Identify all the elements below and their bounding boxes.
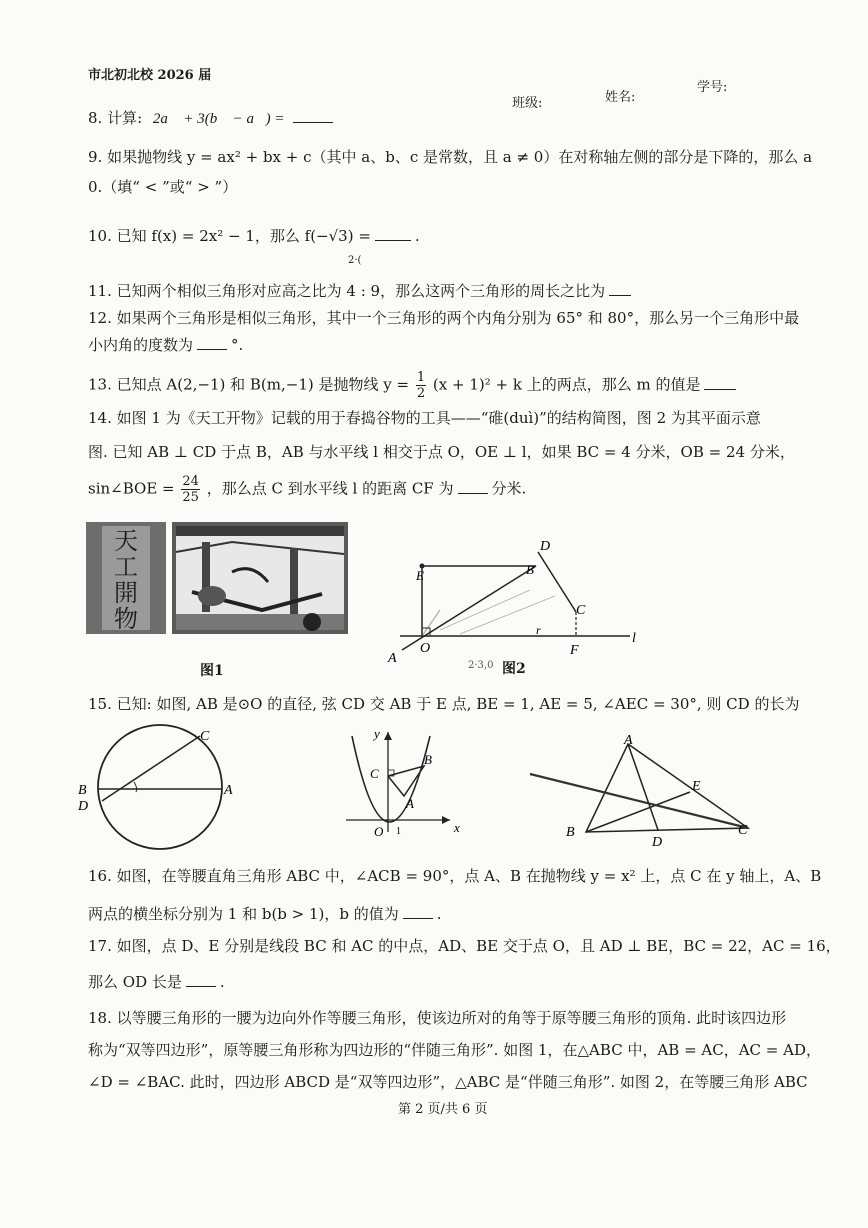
- question-14-line3: sin∠BOE = $\frac{24}{25}$ ，那么点 C 到水平线 l 的距离 CF 为 分米.: [88, 474, 527, 505]
- question-14-line2: 图. 已知 AB ⊥ CD 于点 B，AB 与水平线 l 相交于点 O，OE ⊥ l，如果 BC = 4 分米，OB = 24 分米，: [88, 443, 795, 461]
- triangle-label-E: E: [692, 779, 701, 794]
- fig2-label-E: E: [416, 568, 424, 583]
- circle-label-B: B: [78, 783, 87, 798]
- fig2-label-B: B: [526, 562, 534, 577]
- circle-figure: [76, 722, 246, 852]
- book-cover-image: [86, 522, 166, 634]
- fig2-label-l: l: [632, 631, 636, 646]
- parabola-label-O: O: [374, 824, 384, 838]
- parabola-label-C: C: [370, 766, 379, 781]
- question-13: 13. 已知点 A(2,−1) 和 B(m,−1) 是抛物线 y = $\frac{1}{2}$ (x + 1)² + k 上的两点，那么 m 的值是: [88, 370, 740, 401]
- fig2-label-F: F: [570, 643, 579, 658]
- circle-label-D: D: [78, 799, 89, 814]
- question-18-line2: 称为“双等四边形”，原等腰三角形称为四边形的“伴随三角形”. 如图 1，在△ABC 中，AB = AC，AC = AD，: [88, 1041, 821, 1059]
- book-title-text: 天工開物: [114, 527, 138, 633]
- question-12-line2: 小内角的度数为 °.: [88, 336, 244, 354]
- page-number: 第 2 页/共 6 页: [398, 1102, 488, 1117]
- student-id-label: 学号:: [697, 80, 728, 95]
- parabola-label-x: x: [454, 820, 460, 835]
- question-16-line2: 两点的横坐标分别为 1 和 b(b > 1)，b 的值为 .: [88, 905, 442, 923]
- name-label: 姓名:: [605, 90, 636, 105]
- question-16-line1: 16. 如图，在等腰直角三角形 ABC 中，∠ACB = 90°，点 A、B 在抛物线 y = x² 上，点 C 在 y 轴上，A、B: [88, 867, 822, 885]
- fig2-label-C: C: [576, 603, 586, 618]
- fig2-label-D: D: [540, 539, 551, 554]
- question-14-line1: 14. 如图 1 为《天工开物》记载的用于春捣谷物的工具——“碓(duì)”的结构简图，图 2 为其平面示意: [88, 409, 761, 427]
- question-17-line1: 17. 如图，点 D、E 分别是线段 BC 和 AC 的中点，AD、BE 交于点 O，且 AD ⊥ BE，BC = 22，AC = 16，: [88, 937, 841, 955]
- question-8: 8. 计算: 2a⃗ + 3(b⃗ − a⃗) =: [88, 108, 337, 129]
- parabola-label-one: 1: [396, 826, 401, 837]
- parabola-figure: [338, 728, 468, 838]
- triangle-label-A: A: [624, 733, 633, 748]
- school-header: 市北初北校 2026 届: [88, 68, 212, 83]
- triangle-label-B: B: [566, 825, 575, 840]
- parabola-label-A: A: [406, 796, 414, 811]
- class-label: 班级:: [512, 96, 543, 111]
- fig2-label-O: O: [420, 641, 431, 656]
- figure-1-caption: 图1: [200, 663, 224, 679]
- question-12-line1: 12. 如果两个三角形是相似三角形，其中一个三角形的两个内角分别为 65° 和 80°，那么另一个三角形中最: [88, 309, 800, 327]
- question-15: 15. 已知: 如图, AB 是⊙O 的直径, 弦 CD 交 AB 于 E 点, BE = 1, AE = 5, ∠AEC = 30°, 则 CD 的长为: [88, 695, 800, 713]
- circle-label-C: C: [200, 729, 210, 744]
- triangle-label-C: C: [738, 823, 748, 838]
- question-9-line1: 9. 如果抛物线 y = ax² + bx + c（其中 a、b、c 是常数，且 a ≠ 0）在对称轴左侧的部分是下降的，那么 a: [88, 148, 813, 166]
- circle-label-A: A: [224, 783, 233, 798]
- figure-2-caption: 图2: [502, 661, 526, 677]
- question-11: 11. 已知两个相似三角形对应高之比为 4 : 9，那么这两个三角形的周长之比为: [88, 281, 635, 301]
- parabola-label-B: B: [424, 752, 432, 767]
- triangle-label-D: D: [652, 835, 663, 850]
- question-9-line2: 0.（填“ < ”或“ > ”）: [88, 178, 238, 196]
- fig2-label-r: r: [536, 623, 541, 637]
- figure-2-note: 2·3,0: [468, 660, 494, 671]
- question-18-line1: 18. 以等腰三角形的一腰为边向外作等腰三角形，使该边所对的角等于原等腰三角形的顶角. 此时该四边形: [88, 1009, 787, 1027]
- question-18-line3: ∠D = ∠BAC. 此时，四边形 ABCD 是“双等四边形”，△ABC 是“伴随三角形”. 如图 2，在等腰三角形 ABC: [88, 1073, 808, 1091]
- triangle-figure: [520, 730, 790, 850]
- question-10: 10. 已知 f(x) = 2x² − 1，那么 f(−√3) = .: [88, 227, 420, 245]
- fig2-label-A: A: [388, 651, 397, 666]
- parabola-label-y: y: [374, 728, 380, 741]
- question-17-line2: 那么 OD 长是 .: [88, 973, 225, 991]
- handwritten-note: 2·(: [348, 255, 362, 266]
- pounder-illustration: [172, 522, 348, 634]
